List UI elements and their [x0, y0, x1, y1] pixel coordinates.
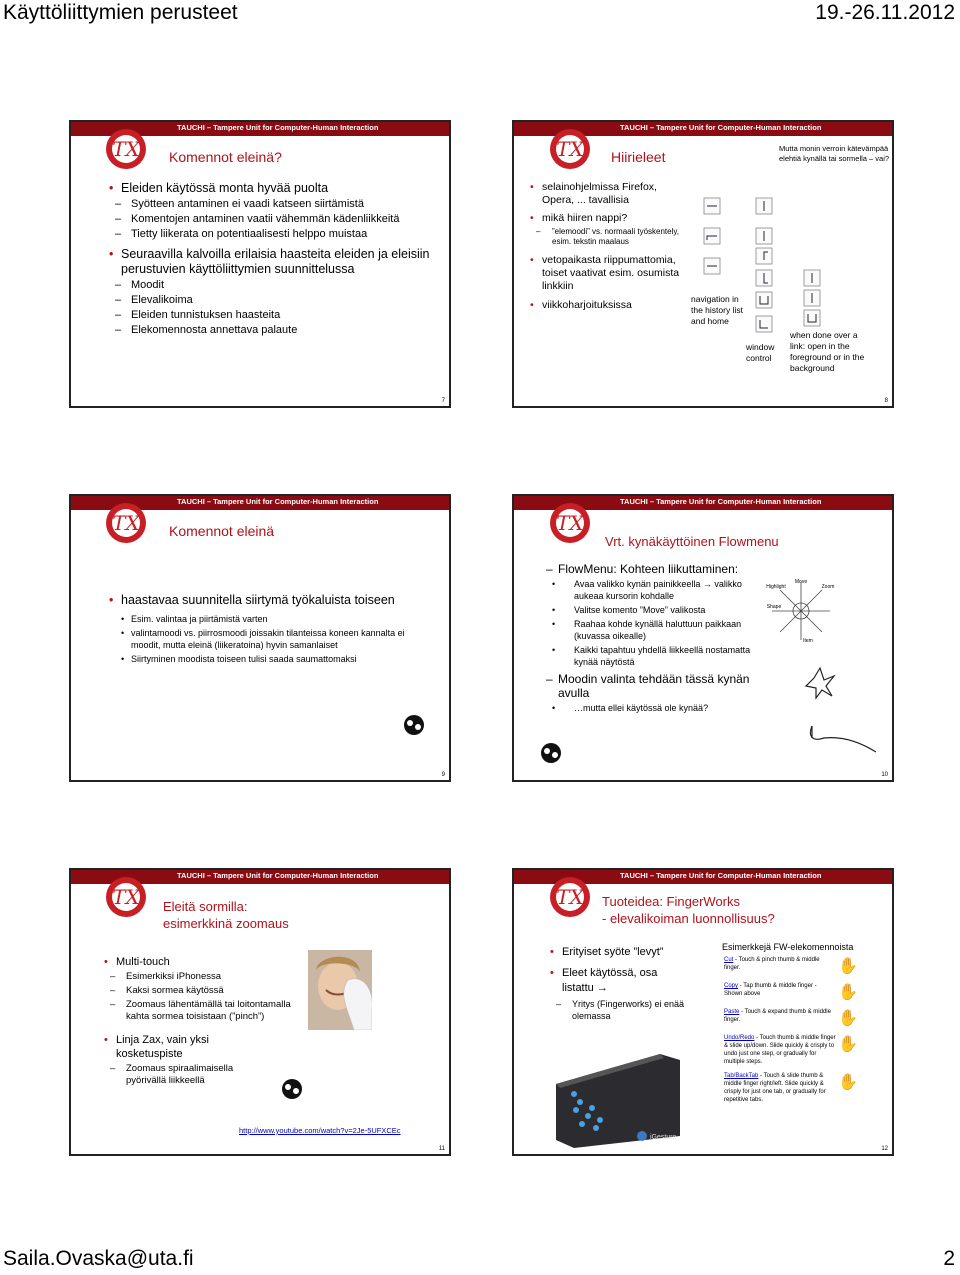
slide-number: 9	[441, 772, 445, 778]
bullet: • Multi-touch	[104, 955, 304, 969]
bullet: • Linja Zax, vain yksi kosketuspiste	[104, 1033, 236, 1061]
slide-title: Hiirieleet	[611, 149, 666, 165]
document-date: 19.-26.11.2012	[815, 1, 955, 24]
tauchi-logo-icon	[103, 500, 149, 546]
gesture-example: Cut - Touch & pinch thumb & middle finger. ✋	[724, 956, 874, 976]
bullet: • Seuraavilla kalvoilla erilaisia haasteita eleiden ja eleisiin perustuvien käyttöliittymien suunnittelussa	[109, 247, 439, 277]
bullet: • Erityiset syöte ”levyt”	[550, 945, 710, 959]
bullet: • mikä hiiren nappi?	[530, 212, 680, 225]
hand-gesture-icon: ✋	[838, 1036, 858, 1053]
sub-bullet: • Kaikki tapahtuu yhdellä liikkeellä nostamatta kynää näytöstä	[540, 644, 770, 668]
slide-banner: TAUCHI – Tampere Unit for Computer-Human Interaction	[514, 122, 892, 136]
bullet: • haastavaa suunnitella siirtymä työkaluista toiseen	[109, 593, 434, 608]
menu-item-shape: Shape	[766, 604, 782, 610]
bullet: • Eleet käytössä, osa listattu →	[550, 966, 682, 996]
bullet-list	[540, 560, 770, 714]
slide-title-line-2: esimerkkinä zoomaus	[163, 916, 289, 931]
sub-bullet: • Siirtyminen moodista toiseen tulisi saada saumattomaksi	[109, 653, 434, 665]
slide-number: 11	[438, 1146, 445, 1152]
svg-text:TX: TX	[556, 511, 584, 535]
bullet-list	[530, 178, 680, 312]
pen-stroke-drawing	[794, 666, 884, 766]
gesture-example: Undo/Redo - Touch thumb & middle finger & slide up/down. Slide quickly & crisply to undo just one step, or gradually for multiple steps. ✋	[724, 1034, 874, 1066]
slide-banner: TAUCHI – Tampere Unit for Computer-Human Interaction	[71, 870, 449, 884]
menu-item-highlight: Highlight	[766, 584, 786, 590]
caption-link: when done over a link: open in the foreground or in the background	[790, 330, 865, 373]
examples-title: Esimerkkejä FW-elekomennoista	[722, 942, 854, 952]
slide-title-line-1: Tuoteidea: FingerWorks	[602, 894, 741, 909]
svg-text:TX: TX	[556, 137, 584, 161]
sub-bullet: • …mutta ellei käytössä ole kynää?	[540, 702, 770, 714]
slide-number: 10	[881, 772, 888, 778]
slide-banner: TAUCHI – Tampere Unit for Computer-Human Interaction	[71, 122, 449, 136]
bullet: • selainohjelmissa Firefox, Opera, ... tavallisia	[530, 181, 680, 207]
slide-note: Mutta monin verroin kätevämpää elehtiä kynällä tai sormella – vai?	[779, 144, 890, 163]
slide-number: 12	[881, 1146, 888, 1152]
sub-bullet: – Elekomennosta annettava palaute	[109, 324, 439, 337]
exercise-icon	[401, 712, 427, 738]
footer-page-number: 2	[943, 1247, 955, 1270]
sub-bullet: – Zoomaus spiraalimaisella pyörivällä liikkeellä	[104, 1063, 266, 1087]
slide-8	[512, 120, 894, 408]
slide-9	[69, 494, 451, 782]
tauchi-logo-icon	[547, 874, 593, 920]
menu-item-zoom: Zoom	[821, 584, 835, 590]
bullet: • Eleiden käytössä monta hyvää puolta	[109, 181, 439, 196]
caption-navigation: navigation in the history list and home	[691, 294, 743, 326]
tauchi-logo-icon	[103, 874, 149, 920]
bullet-list	[109, 590, 434, 665]
sub-bullet: – Esimerkiksi iPhonessa	[104, 971, 304, 983]
sub-bullet: • Valitse komento ”Move” valikosta	[540, 604, 770, 616]
sub-bullet: – Eleiden tunnistuksen haasteita	[109, 309, 439, 322]
bullet: • viikkoharjoituksissa	[530, 299, 680, 312]
slide-10	[512, 494, 894, 782]
link-gesture-icons	[800, 268, 826, 328]
slide-title-line-2: - elevalikoiman luonnollisuus?	[602, 911, 775, 926]
gesture-example: Copy - Tap thumb & middle finger - Shown above ✋	[724, 982, 874, 1002]
svg-text:TX: TX	[556, 885, 584, 909]
woman-with-hand-photo	[308, 950, 372, 1030]
dash-item: – FlowMenu: Kohteen liikuttaminen:	[540, 562, 770, 576]
flowmenu-diagram	[766, 576, 836, 646]
slide-number: 8	[884, 398, 888, 404]
slide-banner: TAUCHI – Tampere Unit for Computer-Human Interaction	[71, 496, 449, 510]
slide-number: 7	[441, 398, 445, 404]
sub-bullet: – Yritys (Fingerworks) ei enää olemassa	[550, 998, 710, 1022]
slide-12	[512, 868, 894, 1156]
caption-window-control: window control	[746, 342, 775, 363]
sub-bullet: • Esim. valintaa ja piirtämistä varten	[109, 613, 434, 625]
device-label: iGesture	[650, 1134, 677, 1141]
exercise-icon	[538, 740, 564, 766]
sub-bullet: – Kaksi sormea käytössä	[104, 985, 304, 997]
slide-7	[69, 120, 451, 408]
tauchi-logo-icon	[547, 126, 593, 172]
hand-gesture-icon: ✋	[838, 1010, 858, 1027]
slide-banner: TAUCHI – Tampere Unit for Computer-Human Interaction	[514, 870, 892, 884]
sub-bullet: – ”elemoodi” vs. normaali työskentely, esim. tekstin maalaus	[530, 227, 680, 247]
tauchi-logo-icon	[547, 500, 593, 546]
gesture-example-list	[724, 956, 874, 1104]
sub-bullet: – Elevalikoima	[109, 294, 439, 307]
sub-bullet: – Moodit	[109, 279, 439, 292]
tauchi-logo-icon	[103, 126, 149, 172]
fingerworks-device-photo	[552, 1050, 688, 1150]
svg-text:TX: TX	[112, 137, 140, 161]
sub-bullet: • Raahaa kohde kynällä haluttuun paikkaan (kuvassa oikealle)	[540, 618, 770, 642]
hand-gesture-icon: ✋	[838, 1074, 858, 1091]
youtube-link[interactable]: http://www.youtube.com/watch?v=2Je-5UFXCEc	[239, 1126, 401, 1135]
sub-bullet: – Syötteen antaminen ei vaadi katseen siirtämistä	[109, 198, 439, 211]
gesture-example: Paste - Touch & expand thumb & middle finger. ✋	[724, 1008, 874, 1028]
sub-bullet: • Avaa valikko kynän painikkeella → valikko aukeaa kursorin kohdalle	[540, 578, 770, 602]
slide-11	[69, 868, 451, 1156]
svg-text:TX: TX	[112, 511, 140, 535]
sub-bullet: • valintamoodi vs. piirrosmoodi joissakin tilanteissa koneen kannalta ei moodit, mutta eleinä (liikeratoina) hyvin samanlaiset	[109, 627, 434, 651]
slide-title-line-1: Eleitä sormilla:	[163, 899, 248, 914]
hand-gesture-icon: ✋	[838, 984, 858, 1001]
bullet-list	[550, 942, 710, 1022]
slide-title: Komennot eleinä?	[169, 149, 282, 165]
menu-item-item: Item	[803, 638, 813, 644]
page-header	[0, 0, 960, 30]
footer-email: Saila.Ovaska@uta.fi	[3, 1247, 194, 1270]
bullet-list	[109, 178, 439, 337]
menu-item-move: Move	[794, 579, 808, 585]
svg-text:TX: TX	[112, 885, 140, 909]
gesture-example: Tab/BackTab - Touch & slide thumb & middle finger right/left. Slide quickly & crisply for just one tab, or gradually for repetitive tabs. ✋	[724, 1072, 874, 1104]
exercise-icon	[279, 1076, 305, 1102]
sub-bullet: – Zoomaus lähentämällä tai loitontamalla kahta sormea toisistaan (”pinch”)	[104, 999, 304, 1023]
bullet: • vetopaikasta riippumattomia, toiset vaativat esim. osumista linkkiin	[530, 254, 680, 293]
bullet-list	[104, 952, 304, 1087]
hand-gesture-icon: ✋	[838, 958, 858, 975]
sub-bullet: – Tietty liikerata on potentiaalisesti helppo muistaa	[109, 228, 439, 241]
dash-item: – Moodin valinta tehdään tässä kynän avulla	[540, 672, 770, 700]
document-title: Käyttöliittymien perusteet	[3, 1, 238, 24]
slide-banner: TAUCHI – Tampere Unit for Computer-Human Interaction	[514, 496, 892, 510]
sub-bullet: – Komentojen antaminen vaatii vähemmän kädenliikkeitä	[109, 213, 439, 226]
slide-title: Komennot eleinä	[169, 523, 275, 539]
slide-title: Vrt. kynäkäyttöinen Flowmenu	[605, 534, 779, 549]
